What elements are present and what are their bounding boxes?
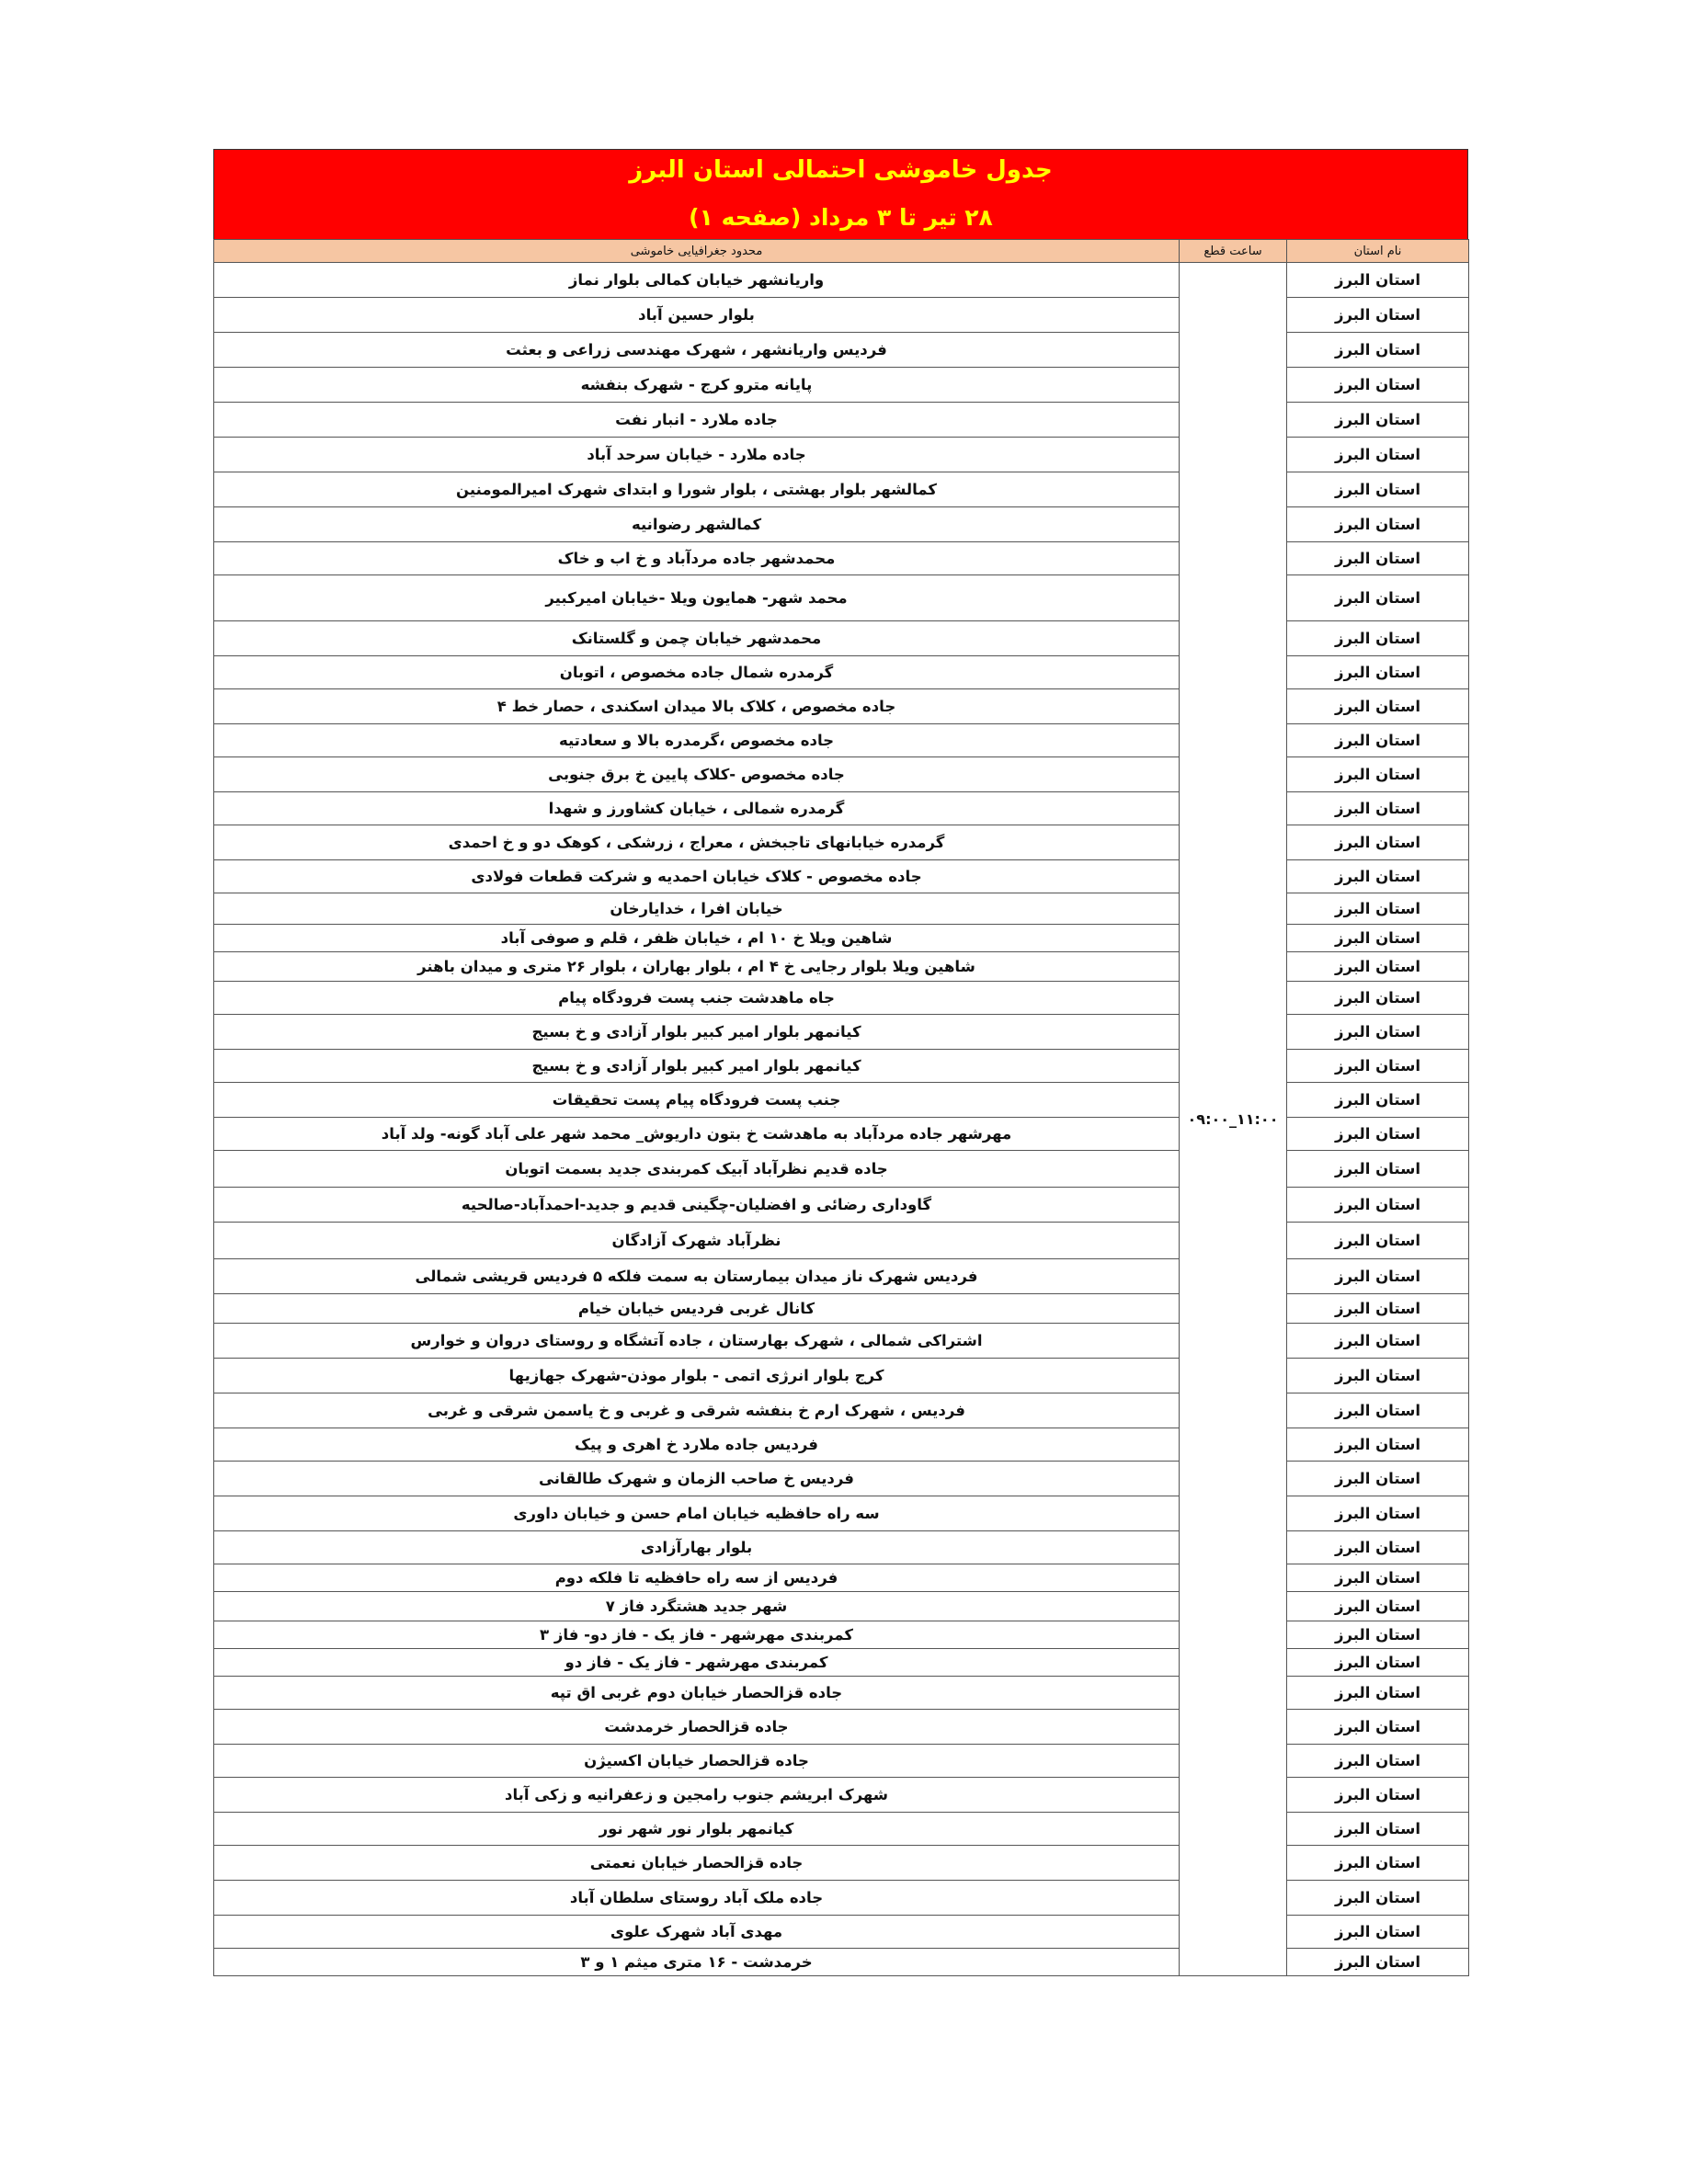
province-cell: استان البرز — [1287, 893, 1469, 925]
province-cell: استان البرز — [1287, 263, 1469, 298]
province-cell: استان البرز — [1287, 472, 1469, 507]
area-cell: اشتراکی شمالی ، شهرک بهارستان ، جاده آتشگاه و روستای دروان و خوارس — [214, 1324, 1180, 1359]
area-cell: جاده قزالحصار خیابان نعمتی — [214, 1846, 1180, 1881]
area-cell: شهر جدید هشتگرد فاز ۷ — [214, 1592, 1180, 1621]
province-cell: استان البرز — [1287, 1649, 1469, 1677]
area-cell: جاده ملارد - خیابان سرحد آباد — [214, 438, 1180, 472]
page-subtitle: ۲۸ تیر تا ۳ مرداد (صفحه ۱) — [689, 204, 993, 231]
province-cell: استان البرز — [1287, 542, 1469, 575]
area-cell: کیانمهر بلوار امیر کبیر بلوار آزادی و خ بسیج — [214, 1015, 1180, 1050]
province-cell: استان البرز — [1287, 1259, 1469, 1294]
area-cell: گاوداری رضائی و افضلیان-چگینی قدیم و جدید-احمدآباد-صالحیه — [214, 1188, 1180, 1223]
area-cell: سه راه حافظیه خیابان امام حسن و خیابان داوری — [214, 1496, 1180, 1531]
province-cell: استان البرز — [1287, 1015, 1469, 1050]
area-cell: فردیس از سه راه حافظیه تا فلکه دوم — [214, 1564, 1180, 1592]
province-cell: استان البرز — [1287, 403, 1469, 438]
area-cell: کمربندی مهرشهر - فاز یک - فاز دو — [214, 1649, 1180, 1677]
area-cell: جاده قزالحصار خیابان دوم غربی اق تپه — [214, 1677, 1180, 1710]
area-cell: گرمدره خیابانهای تاجبخش ، معراج ، زرشکی ، کوهک دو و خ احمدی — [214, 825, 1180, 860]
province-cell: استان البرز — [1287, 575, 1469, 621]
area-cell: گرمدره شمالی ، خیابان کشاورز و شهدا — [214, 792, 1180, 825]
province-cell: استان البرز — [1287, 1393, 1469, 1428]
area-cell: مهدی آباد شهرک علوی — [214, 1916, 1180, 1949]
province-cell: استان البرز — [1287, 1496, 1469, 1531]
province-cell: استان البرز — [1287, 860, 1469, 893]
area-cell: جاه ماهدشت جنب پست فرودگاه پیام — [214, 982, 1180, 1015]
area-cell: محمد شهر- همایون ویلا -خیابان امیرکبیر — [214, 575, 1180, 621]
province-cell: استان البرز — [1287, 1294, 1469, 1324]
header-area: محدود جغرافیایی خاموشی — [214, 240, 1180, 263]
area-cell: شاهین ویلا خ ۱۰ ام ، خیابان ظفر ، قلم و صوفی آباد — [214, 925, 1180, 952]
area-cell: مهرشهر جاده مردآباد به ماهدشت خ بتون داریوش_ محمد شهر علی آباد گونه- ولد آباد — [214, 1118, 1180, 1151]
province-cell: استان البرز — [1287, 1083, 1469, 1118]
header-row — [214, 240, 1469, 263]
area-cell: جاده مخصوص ،گرمدره بالا و سعادتیه — [214, 724, 1180, 757]
area-cell: پایانه مترو کرج - شهرک بنفشه — [214, 368, 1180, 403]
area-cell: کانال غربی فردیس خیابان خیام — [214, 1294, 1180, 1324]
province-cell: استان البرز — [1287, 438, 1469, 472]
province-cell: استان البرز — [1287, 1949, 1469, 1976]
area-cell: فردیس شهرک ناز میدان بیمارستان به سمت فلکه ۵ فردیس قریشی شمالی — [214, 1259, 1180, 1294]
area-cell: بلوار حسین آباد — [214, 298, 1180, 333]
province-cell: استان البرز — [1287, 1324, 1469, 1359]
province-cell: استان البرز — [1287, 1050, 1469, 1083]
area-cell: شاهین ویلا بلوار رجایی خ ۴ ام ، بلوار بهاران ، بلوار ۲۶ متری و میدان باهنر — [214, 952, 1180, 982]
area-cell: خیابان افرا ، خدایارخان — [214, 893, 1180, 925]
province-cell: استان البرز — [1287, 1564, 1469, 1592]
page-title: جدول خاموشی احتمالی استان البرز — [629, 156, 1053, 184]
outage-time-cell: ۰۹:۰۰_۱۱:۰۰ — [1180, 263, 1287, 1976]
header-time: ساعت قطع — [1180, 240, 1287, 263]
province-cell: استان البرز — [1287, 1592, 1469, 1621]
province-cell: استان البرز — [1287, 1531, 1469, 1564]
area-cell: فردیس جاده ملارد خ اهری و پیک — [214, 1428, 1180, 1462]
province-cell: استان البرز — [1287, 1710, 1469, 1745]
province-cell: استان البرز — [1287, 982, 1469, 1015]
area-cell: کیانمهر بلوار نور شهر نور — [214, 1813, 1180, 1846]
area-cell: جاده قزالحصار خرمدشت — [214, 1710, 1180, 1745]
area-cell: جاده ملک آباد روستای سلطان آباد — [214, 1881, 1180, 1916]
province-cell: استان البرز — [1287, 1745, 1469, 1778]
area-cell: جاده مخصوص -کلاک پایین خ برق جنوبی — [214, 757, 1180, 792]
province-cell: استان البرز — [1287, 1778, 1469, 1813]
area-cell: شهرک ابریشم جنوب رامجین و زعفرانیه و زکی آباد — [214, 1778, 1180, 1813]
province-cell: استان البرز — [1287, 825, 1469, 860]
area-cell: نظرآباد شهرک آزادگان — [214, 1223, 1180, 1259]
area-cell: جاده قدیم نظرآباد آبیک کمربندی جدید بسمت اتوبان — [214, 1151, 1180, 1188]
province-cell: استان البرز — [1287, 1813, 1469, 1846]
province-cell: استان البرز — [1287, 333, 1469, 368]
province-cell: استان البرز — [1287, 368, 1469, 403]
area-cell: جاده مخصوص - کلاک خیابان احمدیه و شرکت قطعات فولادی — [214, 860, 1180, 893]
province-cell: استان البرز — [1287, 1188, 1469, 1223]
province-cell: استان البرز — [1287, 1462, 1469, 1496]
province-cell: استان البرز — [1287, 621, 1469, 656]
area-cell: محمدشهر جاده مردآباد و خ اب و خاک — [214, 542, 1180, 575]
province-cell: استان البرز — [1287, 656, 1469, 689]
outage-table — [213, 239, 1469, 1976]
area-cell: جاده ملارد - انبار نفت — [214, 403, 1180, 438]
area-cell: واریانشهر خیابان کمالی بلوار نماز — [214, 263, 1180, 298]
outage-sheet — [213, 149, 1468, 1976]
province-cell: استان البرز — [1287, 1118, 1469, 1151]
area-cell: فردیس خ صاحب الزمان و شهرک طالقانی — [214, 1462, 1180, 1496]
area-cell: کمالشهر رضوانیه — [214, 507, 1180, 542]
title-block — [213, 149, 1468, 239]
table-row — [214, 263, 1469, 298]
area-cell: جنب پست فرودگاه پیام پست تحقیقات — [214, 1083, 1180, 1118]
area-cell: کمربندی مهرشهر - فاز یک - فاز دو- فاز ۳ — [214, 1621, 1180, 1649]
province-cell: استان البرز — [1287, 1621, 1469, 1649]
header-province: نام استان — [1287, 240, 1469, 263]
province-cell: استان البرز — [1287, 1881, 1469, 1916]
province-cell: استان البرز — [1287, 925, 1469, 952]
province-cell: استان البرز — [1287, 952, 1469, 982]
province-cell: استان البرز — [1287, 507, 1469, 542]
province-cell: استان البرز — [1287, 1846, 1469, 1881]
province-cell: استان البرز — [1287, 1223, 1469, 1259]
area-cell: کرج بلوار انرژی اتمی - بلوار موذن-شهرک جهازیها — [214, 1359, 1180, 1393]
area-cell: فردیس واریانشهر ، شهرک مهندسی زراعی و بعثت — [214, 333, 1180, 368]
area-cell: کمالشهر بلوار بهشتی ، بلوار شورا و ابتدای شهرک امیرالمومنین — [214, 472, 1180, 507]
area-cell: بلوار بهارآزادی — [214, 1531, 1180, 1564]
province-cell: استان البرز — [1287, 724, 1469, 757]
province-cell: استان البرز — [1287, 298, 1469, 333]
province-cell: استان البرز — [1287, 1428, 1469, 1462]
province-cell: استان البرز — [1287, 1359, 1469, 1393]
area-cell: گرمدره شمال جاده مخصوص ، اتوبان — [214, 656, 1180, 689]
area-cell: جاده قزالحصار خیابان اکسیژن — [214, 1745, 1180, 1778]
province-cell: استان البرز — [1287, 792, 1469, 825]
province-cell: استان البرز — [1287, 1916, 1469, 1949]
area-cell: محمدشهر خیابان چمن و گلستانک — [214, 621, 1180, 656]
table-body — [214, 263, 1469, 1976]
area-cell: فردیس ، شهرک ارم خ بنفشه شرقی و غربی و خ یاسمن شرقی و غربی — [214, 1393, 1180, 1428]
province-cell: استان البرز — [1287, 1677, 1469, 1710]
province-cell: استان البرز — [1287, 689, 1469, 724]
area-cell: جاده مخصوص ، کلاک بالا میدان اسکندی ، حصار خط ۴ — [214, 689, 1180, 724]
area-cell: کیانمهر بلوار امیر کبیر بلوار آزادی و خ بسیج — [214, 1050, 1180, 1083]
province-cell: استان البرز — [1287, 757, 1469, 792]
province-cell: استان البرز — [1287, 1151, 1469, 1188]
area-cell: خرمدشت - ۱۶ متری میثم ۱ و ۳ — [214, 1949, 1180, 1976]
